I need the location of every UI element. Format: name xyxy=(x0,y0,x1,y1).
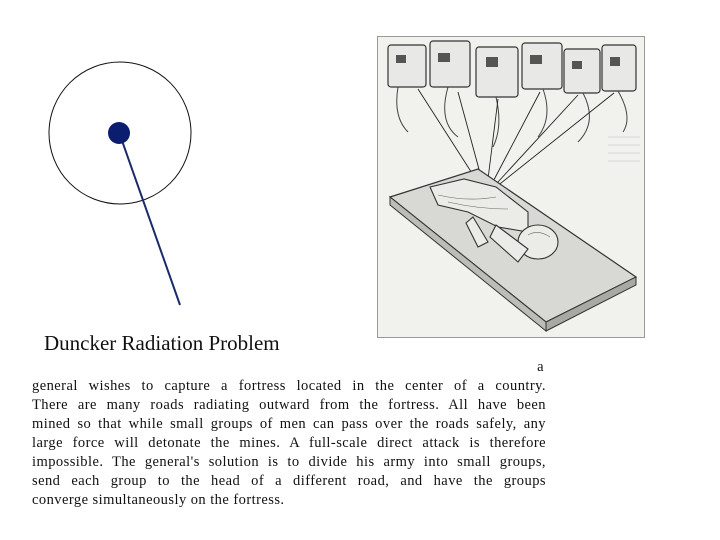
excerpt-line: impossible. The general's solution is to divide his army into small groups, xyxy=(32,454,546,470)
excerpt-line: mined so that while small groups of men can pass over the roads safely, any xyxy=(32,416,546,432)
fortress-problem-excerpt xyxy=(32,358,548,518)
excerpt-line: converge simultaneously on the fortress. xyxy=(32,492,285,508)
excerpt-line: large force will detonate the mines. A full-scale direct attack is therefore xyxy=(32,435,546,451)
excerpt-line: There are many roads radiating outward from the fortress. All have been xyxy=(32,397,546,413)
ray-line xyxy=(120,135,180,305)
excerpt-line: send each group to the head of a different road, and have the groups xyxy=(32,473,546,489)
radiation-therapy-patient-illustration xyxy=(377,36,645,338)
excerpt-line: general wishes to capture a fortress located in the center of a country. xyxy=(32,378,546,394)
slide-title: Duncker Radiation Problem xyxy=(44,331,280,355)
tumor-target-dot xyxy=(108,122,130,144)
excerpt-lead-word: a xyxy=(537,359,544,375)
